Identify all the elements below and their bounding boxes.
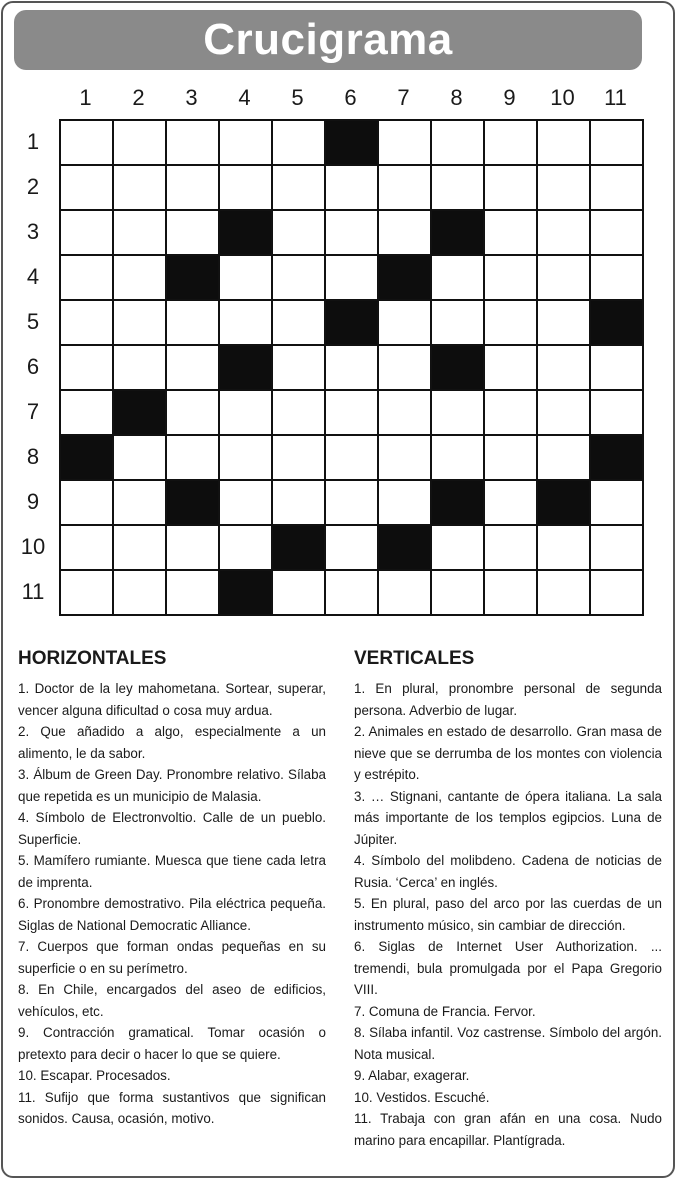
grid-cell[interactable] <box>167 346 220 391</box>
grid-cell[interactable] <box>485 121 538 166</box>
grid-cell[interactable] <box>114 121 167 166</box>
black-cell <box>538 481 591 526</box>
clue-item: 9. Alabar, exagerar. <box>354 1068 470 1083</box>
grid-cell[interactable] <box>326 436 379 481</box>
grid-cell[interactable] <box>538 166 591 211</box>
grid-cell[interactable] <box>220 436 273 481</box>
column-number: 6 <box>344 85 357 110</box>
grid-cell[interactable] <box>485 526 538 571</box>
grid-cell[interactable] <box>114 436 167 481</box>
grid-cell[interactable] <box>167 571 220 616</box>
column-number: 11 <box>604 85 627 110</box>
horizontal-heading: HORIZONTALES <box>18 648 167 669</box>
clue-item: 11. Trabaja con gran afán en una cosa. Nudo marino para encapillar. Plantígrada. <box>354 1111 662 1148</box>
grid-cell[interactable] <box>538 571 591 616</box>
grid-cell[interactable] <box>167 166 220 211</box>
clue-item: 1. Doctor de la ley mahometana. Sortear, superar, vencer alguna dificultad o cosa muy ardua. <box>18 681 326 718</box>
grid-cell[interactable] <box>61 166 114 211</box>
grid-cell[interactable] <box>220 481 273 526</box>
grid-cell[interactable] <box>220 166 273 211</box>
grid-cell[interactable] <box>591 211 644 256</box>
grid-cell[interactable] <box>432 391 485 436</box>
grid-cell[interactable] <box>326 526 379 571</box>
horizontal-clue-list <box>18 678 326 1130</box>
grid-cell[interactable] <box>61 346 114 391</box>
black-cell <box>432 211 485 256</box>
black-cell <box>432 481 485 526</box>
clue-item: 5. Mamífero rumiante. Muesca que tiene cada letra de imprenta. <box>18 853 326 890</box>
title-banner <box>14 10 642 70</box>
clue-item: 8. Sílaba infantil. Voz castrense. Símbolo del argón. Nota musical. <box>354 1025 662 1062</box>
grid-cell[interactable] <box>591 121 644 166</box>
vertical-clue-list <box>354 678 662 1151</box>
column-numbers <box>59 84 642 112</box>
grid-cell[interactable] <box>61 526 114 571</box>
grid-cell[interactable] <box>591 256 644 301</box>
clue-item: 9. Contracción gramatical. Tomar ocasión o pretexto para decir o hacer lo que se quiere. <box>18 1025 326 1062</box>
grid-cell[interactable] <box>591 526 644 571</box>
grid-cell[interactable] <box>61 301 114 346</box>
grid-cell[interactable] <box>167 301 220 346</box>
clue-item: 4. Símbolo de Electronvoltio. Calle de un pueblo. Superficie. <box>18 810 326 847</box>
grid-cell[interactable] <box>61 121 114 166</box>
grid-cell[interactable] <box>379 481 432 526</box>
vertical-heading: VERTICALES <box>354 648 475 669</box>
grid-cell[interactable] <box>432 571 485 616</box>
clue-item: 6. Siglas de Internet User Authorization. ... tremendi, bula promulgada por el Papa Gregorio VIII. <box>354 939 662 997</box>
grid-cell[interactable] <box>273 481 326 526</box>
clue-item: 2. Animales en estado de desarrollo. Gran masa de nieve que se derrumba de los montes con violencia y estrépito. <box>354 724 662 782</box>
grid-cell[interactable] <box>273 301 326 346</box>
grid-cell[interactable] <box>167 391 220 436</box>
grid-cell[interactable] <box>114 256 167 301</box>
column-number: 2 <box>132 85 145 110</box>
grid-cell[interactable] <box>591 481 644 526</box>
grid-cell[interactable] <box>326 211 379 256</box>
grid-cell[interactable] <box>538 121 591 166</box>
clue-item: 1. En plural, pronombre personal de segunda persona. Adverbio de lugar. <box>354 681 662 718</box>
grid-cell[interactable] <box>379 166 432 211</box>
grid-cell[interactable] <box>114 571 167 616</box>
black-cell <box>114 391 167 436</box>
grid-cell[interactable] <box>379 391 432 436</box>
black-cell <box>432 346 485 391</box>
grid-cell[interactable] <box>538 301 591 346</box>
black-cell <box>220 571 273 616</box>
row-number: 8 <box>26 444 40 469</box>
grid-cell[interactable] <box>432 166 485 211</box>
grid-cell[interactable] <box>61 391 114 436</box>
clue-item: 10. Escapar. Procesados. <box>18 1068 171 1083</box>
clue-item: 3. … Stignani, cantante de ópera italiana. La sala más importante de los templos egipcios. Luna de Júpiter. <box>354 788 662 847</box>
grid-cell[interactable] <box>61 481 114 526</box>
grid-cell[interactable] <box>326 571 379 616</box>
black-cell <box>326 121 379 166</box>
grid-cell[interactable] <box>538 436 591 481</box>
black-cell <box>591 301 644 346</box>
black-cell <box>220 346 273 391</box>
black-cell <box>167 256 220 301</box>
clue-item: 5. En plural, paso del arco por las cuerdas de un instrumento músico, sin cambiar de dirección. <box>354 896 662 933</box>
grid-cell[interactable] <box>273 121 326 166</box>
grid-cell[interactable] <box>485 391 538 436</box>
grid-cell[interactable] <box>220 301 273 346</box>
grid-cell[interactable] <box>220 526 273 571</box>
grid-cell[interactable] <box>167 211 220 256</box>
clue-item: 7. Cuerpos que forman ondas pequeñas en su superficie o en su perímetro. <box>18 939 326 976</box>
column-number: 4 <box>238 85 251 110</box>
clue-item: 2. Que añadido a algo, especialmente a un alimento, le da sabor. <box>18 724 326 761</box>
black-cell <box>220 211 273 256</box>
grid-cell[interactable] <box>485 166 538 211</box>
row-number: 1 <box>26 129 40 154</box>
grid-cell[interactable] <box>538 211 591 256</box>
grid-cell[interactable] <box>591 166 644 211</box>
clue-item: 8. En Chile, encargados del aseo de edificios, vehículos, etc. <box>18 982 326 1019</box>
grid-cell[interactable] <box>485 301 538 346</box>
black-cell <box>591 436 644 481</box>
clue-item: 3. Álbum de Green Day. Pronombre relativo. Sílaba que repetida es un municipio de Malasia. <box>18 767 326 804</box>
grid-cell[interactable] <box>538 391 591 436</box>
black-cell <box>379 256 432 301</box>
row-number: 10 <box>20 534 46 559</box>
grid-cell[interactable] <box>273 346 326 391</box>
grid-cell[interactable] <box>273 571 326 616</box>
row-number: 4 <box>26 264 40 289</box>
horizontal-clues <box>18 648 326 1130</box>
column-number: 9 <box>503 85 516 110</box>
grid-cell[interactable] <box>167 121 220 166</box>
grid-cell[interactable] <box>432 256 485 301</box>
black-cell <box>379 526 432 571</box>
clue-item: 6. Pronombre demostrativo. Pila eléctrica pequeña. Siglas de National Democratic Alliance. <box>18 896 326 933</box>
grid-cell[interactable] <box>538 526 591 571</box>
clue-item: 7. Comuna de Francia. Fervor. <box>354 1003 536 1019</box>
page-title: Crucigrama <box>203 15 453 64</box>
grid-cell[interactable] <box>432 301 485 346</box>
grid-cell[interactable] <box>326 391 379 436</box>
grid-cell[interactable] <box>167 526 220 571</box>
grid-cell[interactable] <box>326 346 379 391</box>
grid-cell[interactable] <box>591 571 644 616</box>
grid-cell[interactable] <box>167 436 220 481</box>
grid-cell[interactable] <box>379 436 432 481</box>
grid-cell[interactable] <box>61 211 114 256</box>
grid-cell[interactable] <box>114 211 167 256</box>
grid-cell[interactable] <box>485 346 538 391</box>
grid-cell[interactable] <box>114 166 167 211</box>
row-number: 5 <box>26 309 40 334</box>
crossword-grid <box>59 119 644 616</box>
grid-cell[interactable] <box>538 256 591 301</box>
grid-cell[interactable] <box>591 391 644 436</box>
clue-item: 4. Símbolo del molibdeno. Cadena de noticias de Rusia. ‘Cerca’ en inglés. <box>354 853 662 890</box>
grid-cell[interactable] <box>114 346 167 391</box>
grid-cell[interactable] <box>273 436 326 481</box>
black-cell <box>61 436 114 481</box>
grid-cell[interactable] <box>220 256 273 301</box>
grid-cell[interactable] <box>326 166 379 211</box>
grid-cell[interactable] <box>379 211 432 256</box>
black-cell <box>167 481 220 526</box>
grid-cell[interactable] <box>379 301 432 346</box>
grid-cell[interactable] <box>61 571 114 616</box>
row-number: 9 <box>26 489 40 514</box>
grid-cell[interactable] <box>326 481 379 526</box>
grid-cell[interactable] <box>379 346 432 391</box>
row-number: 7 <box>26 399 40 424</box>
grid-cell[interactable] <box>538 346 591 391</box>
grid-cell[interactable] <box>432 436 485 481</box>
column-number: 8 <box>450 85 463 110</box>
grid-cell[interactable] <box>273 256 326 301</box>
clue-item: 11. Sufijo que forma sustantivos que significan sonidos. Causa, ocasión, motivo. <box>18 1089 326 1126</box>
column-number: 3 <box>185 85 198 110</box>
grid-cell[interactable] <box>485 481 538 526</box>
column-number: 1 <box>79 85 92 110</box>
grid-cell[interactable] <box>114 526 167 571</box>
grid-cell[interactable] <box>485 436 538 481</box>
column-number: 5 <box>291 85 304 110</box>
black-cell <box>326 301 379 346</box>
grid-cell[interactable] <box>114 481 167 526</box>
row-number: 2 <box>26 174 40 199</box>
grid-cell[interactable] <box>379 571 432 616</box>
vertical-clues <box>354 648 662 1151</box>
grid-cell[interactable] <box>273 391 326 436</box>
grid-cell[interactable] <box>379 121 432 166</box>
black-cell <box>273 526 326 571</box>
grid-cell[interactable] <box>485 571 538 616</box>
column-number: 7 <box>397 85 410 110</box>
grid-cell[interactable] <box>432 121 485 166</box>
clue-item: 10. Vestidos. Escuché. <box>354 1089 490 1105</box>
row-number: 6 <box>26 354 40 379</box>
grid-cell[interactable] <box>220 391 273 436</box>
column-number: 10 <box>550 85 575 110</box>
row-numbers <box>10 119 56 614</box>
grid-cell[interactable] <box>591 346 644 391</box>
grid-cell[interactable] <box>61 256 114 301</box>
grid-cell[interactable] <box>220 121 273 166</box>
grid-cell[interactable] <box>273 211 326 256</box>
grid-cell[interactable] <box>273 166 326 211</box>
grid-cell[interactable] <box>326 256 379 301</box>
row-number: 11 <box>21 579 45 604</box>
grid-cell[interactable] <box>485 256 538 301</box>
grid-cell[interactable] <box>432 526 485 571</box>
row-number: 3 <box>26 219 40 244</box>
grid-cell[interactable] <box>114 301 167 346</box>
grid-cell[interactable] <box>485 211 538 256</box>
